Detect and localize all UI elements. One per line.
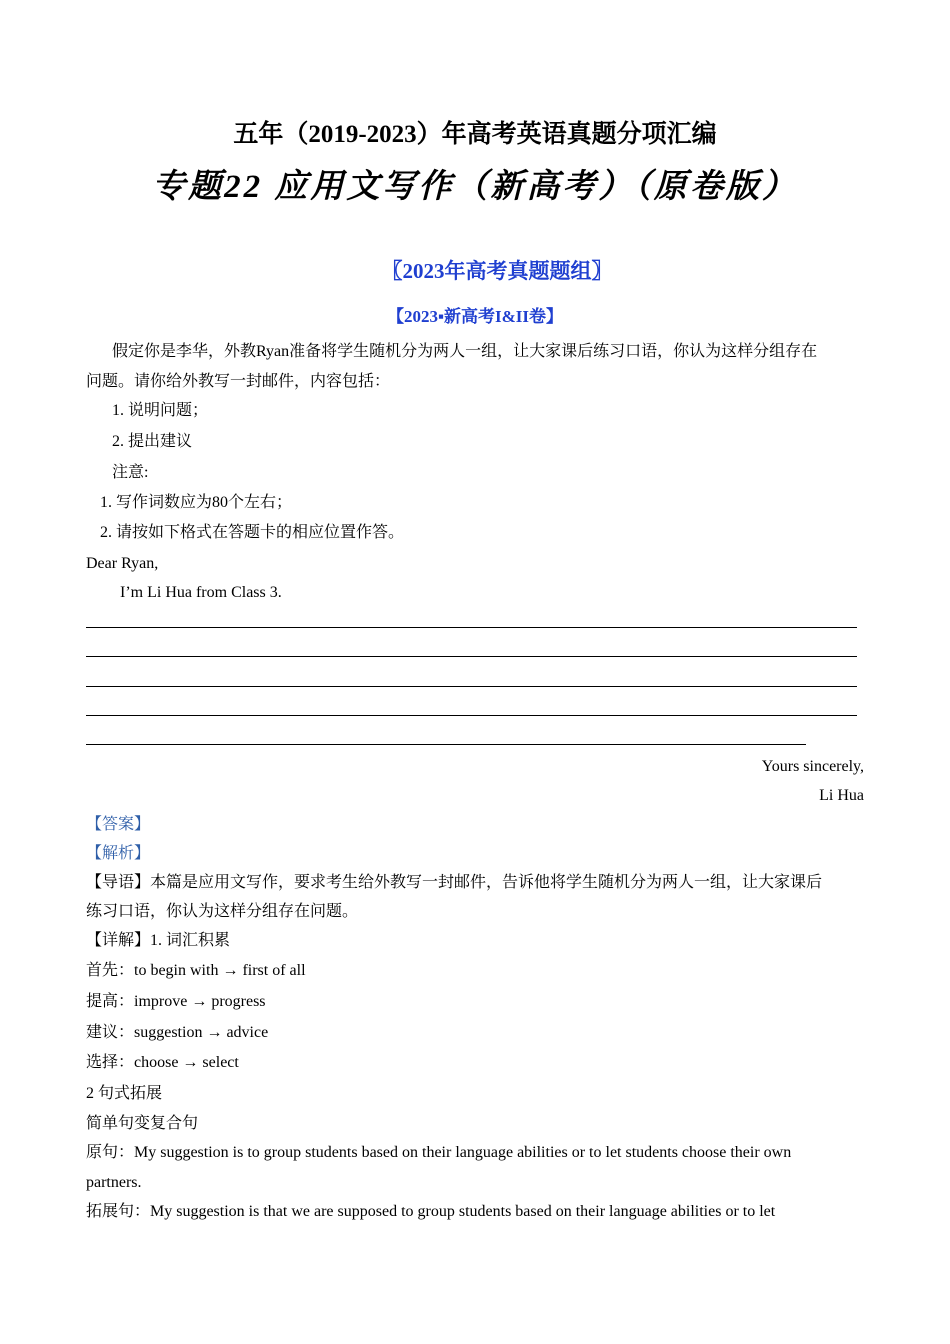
original-sentence-line2: partners. [86,1174,142,1191]
letter-greeting: Dear Ryan, [86,555,159,572]
prompt-intro-line1: 假定你是李华，外教Ryan准备将学生随机分为两人一组，让大家课后练习口语，你认为这样分组存在 [112,343,818,360]
guide-line2: 练习口语，你认为这样分组存在问题。 [86,903,359,920]
answer-line [86,686,857,687]
prompt-intro-line2: 问题。请你给外教写一封邮件，内容包括： [86,373,391,390]
answer-line [86,656,857,657]
prompt-point1: 1. 说明问题； [112,402,209,419]
extended-sentence-line1: 拓展句：My suggestion is that we are supposed to group students based on their language abilities or to let [86,1203,776,1220]
original-sentence-line1: 原句：My suggestion is to group students based on their language abilities or to let students choose their own [86,1144,792,1161]
answer-label: 【答案】 [86,816,151,833]
doc-title-line2: 专题22 应用文写作（新高考）（原卷版） [152,169,798,205]
prompt-rule2: 2. 请按如下格式在答题卡的相应位置作答。 [100,524,405,541]
prompt-point2: 2. 提出建议 [112,433,193,450]
vocab-item: 首先：to begin with → first of all [86,962,306,979]
letter-signature: Li Hua [819,787,864,804]
prompt-notice: 注意: [112,464,149,481]
letter-closing: Yours sincerely, [761,758,864,775]
section2-heading: 2 句式拓展 [86,1085,163,1102]
guide-line1: 【导语】本篇是应用文写作，要求考生给外教写一封邮件，告诉他将学生随机分为两人一组，让大家课后 [86,874,823,891]
answer-line [86,715,857,716]
group-title: 〖2023年高考真题题组〗 [381,259,613,283]
vocab-item: 建议：suggestion → advice [86,1024,269,1041]
prompt-rule1: 1. 写作词数应为80个左右； [100,494,293,511]
vocab-item: 提高：improve → progress [86,993,266,1010]
detail-heading: 【详解】1. 词汇积累 [86,932,231,949]
answer-line [86,744,806,745]
answer-line [86,627,857,628]
section2-subheading: 简单句变复合句 [86,1115,199,1132]
letter-opening: I’m Li Hua from Class 3. [120,584,282,601]
analysis-label: 【解析】 [86,845,151,862]
exam-subtitle: 【2023▪新高考I&II卷】 [386,307,564,326]
doc-title-line1: 五年（2019-2023）年高考英语真题分项汇编 [233,121,717,148]
vocab-item: 选择：choose → select [86,1054,239,1071]
